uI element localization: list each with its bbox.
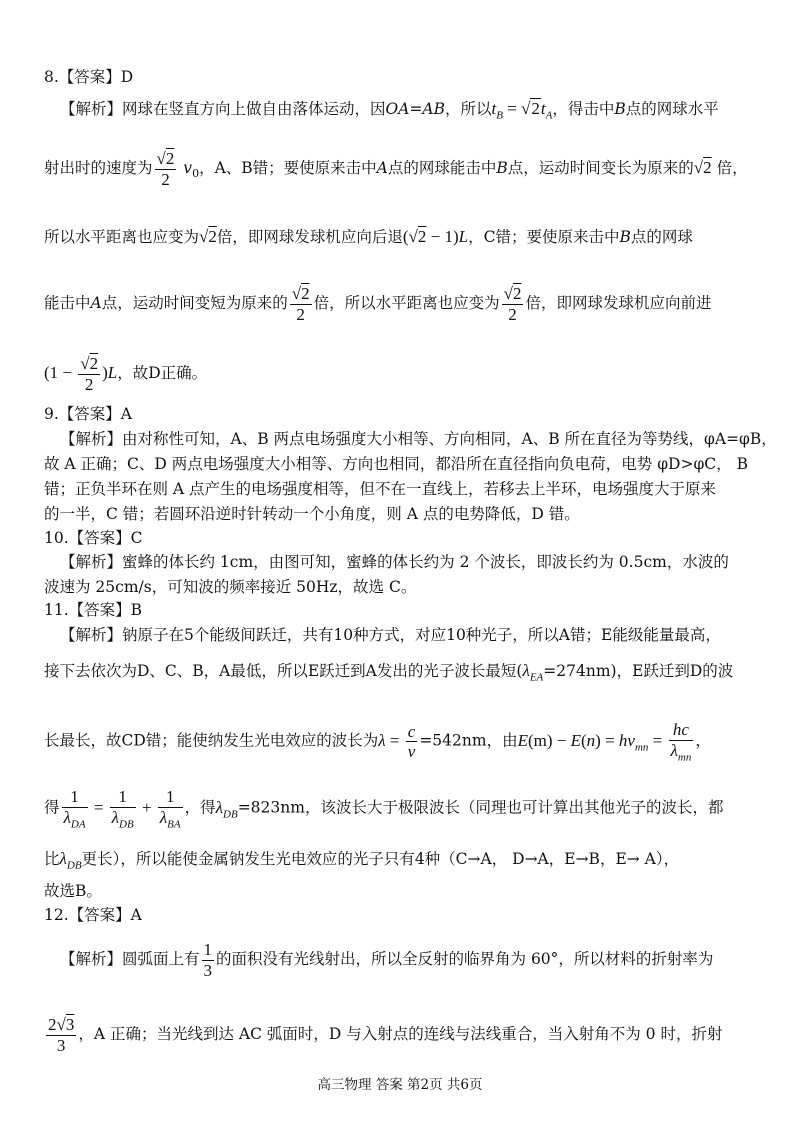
formula-energy: $E(m) - E(n) = h\nu_{mn}$ = $\frac{hc}{\lambda_{mn}}$ <box>517 720 692 763</box>
q12-answer: 12.【答案】A <box>44 906 142 924</box>
q12-line-2: $\frac{2√3}{3}$ ，A 正确；当光线到达 AC 弧面时，D 与入射点的连线与法线重合，当入射角不为 0 时，折射 <box>48 1015 723 1055</box>
formula-tb: $t_B = √2t_A$ <box>491 99 553 122</box>
q11-line-6: 故选B。 <box>44 882 102 900</box>
q8-line-4: 能击中A点，运动时间变短为原来的 $\frac{√2}{2}$ 倍，所以水平距离也应变为 $\frac{√2}{2}$ 倍，即网球发球机应向前进 <box>44 284 712 324</box>
q9-line-3: 错；正负半环在则 A 点产生的电场强度相等，但不在一直线上，若移去上半环，电场强度大于原来 <box>44 480 717 498</box>
q10-line-1: 【解析】蜜蜂的体长约 1cm，由图可知，蜜蜂的体长约为 2 个波长，即波长约为 0.5cm，水波的 <box>60 553 729 571</box>
q11-line-5: 比$\lambda_{DB}$更长），所以能使金属钠发生光电效应的光子只有4种（C→A， D→A，E→B，E→ A）， <box>44 849 680 872</box>
q9-answer: 9.【答案】A <box>44 405 132 423</box>
q8-line-2: 射出时的速度为 $\frac{√2}{2}$ $v_0$，A、B错；要使原来击中A点的网球能击中B点，运动时间变长为原来的√2 倍， <box>44 149 748 189</box>
q10-line-2: 波速为 25cm/s，可知波的频率接近 50Hz，故选 C。 <box>44 578 417 596</box>
sqrt2: √2 <box>693 158 712 178</box>
q12-line-1: 【解析】圆弧面上有 $\frac{1}{3}$ 的面积没有光线射出，所以全反射的临界角为 60°，所以材料的折射率为 <box>60 940 714 980</box>
q8-line-5: (1 − $\frac{√2}{2}$ )L，故D正确。 <box>44 354 208 394</box>
q11-answer: 11.【答案】B <box>44 601 143 619</box>
formula-wavelength: λ = $\frac{c}{\nu}$ <box>378 721 416 762</box>
q11-line-1: 【解析】钠原子在5个能级间跃迁，共有10种方式，对应10种光子，所以A错；E能级能量最高， <box>60 626 721 644</box>
q11-line-3: 长最长，故CD错；能使纳发生光电效应的波长为λ = $\frac{c}{\nu}$ =542nm，由$E(m) - E(n) = h\nu_{mn}$ = $\frac{hc}{\lambda_{mn}}$ ， <box>44 720 711 763</box>
q9-line-4: 的一半，C 错；若圆环沿逆时针转动一个小角度，则 A 点的电势降低，D 错。 <box>44 505 580 523</box>
page-footer: 高三物理 答案 第2页 共6页 <box>317 1077 483 1093</box>
q8-answer: 8.【答案】D <box>44 68 134 86</box>
formula-back: (√2 − 1)L <box>402 227 469 246</box>
q8-line-1: 【解析】网球在竖直方向上做自由落体运动，因OA=AB，所以$t_B = √2t_A$，得击中B点的网球水平 <box>60 99 719 122</box>
fraction-one-third: $\frac{1}{3}$ <box>203 940 213 980</box>
fraction-sqrt2-over-2: $\frac{√2}{2}$ <box>156 149 175 189</box>
formula-forward: (1 − $\frac{√2}{2}$ )L <box>44 354 118 394</box>
formula-reciprocal: $\frac{1}{\lambda_{DA}}$ = $\frac{1}{\lambda_{DB}}$ + $\frac{1}{\lambda_{BA}}$ <box>63 787 181 830</box>
q9-line-1: 【解析】由对称性可知，A、B 两点电场强度大小相等、方向相同，A、B 所在直径为等势线，φA=φB， <box>60 430 777 448</box>
q8-line-3: 所以水平距离也应变为√2倍，即网球发球机应向后退(√2 − 1)L，C错；要使原来击中B点的网球 <box>44 227 693 246</box>
q10-answer: 10.【答案】C <box>44 529 143 547</box>
fraction-2sqrt3-over-3: $\frac{2√3}{3}$ <box>48 1015 75 1055</box>
q11-line-4: 得 $\frac{1}{\lambda_{DA}}$ = $\frac{1}{\lambda_{DB}}$ + $\frac{1}{\lambda_{BA}}$ ，得$\lambda_{DB}=823nm$，该波长大于极限波长（同理也可计算出其他光子的波长，都 <box>44 787 724 830</box>
q11-line-2: 接下去依次为D、C、B，A最低，所以E跃迁到A发出的光子波长最短$(\lambda_{EA}=274nm)$，E跃迁到D的波 <box>44 661 734 684</box>
q9-line-2: 故 A 正确；C、D 两点电场强度大小相等、方向也相同，都沿所在直径指向负电荷，电势 φD>φC， B <box>44 455 748 473</box>
